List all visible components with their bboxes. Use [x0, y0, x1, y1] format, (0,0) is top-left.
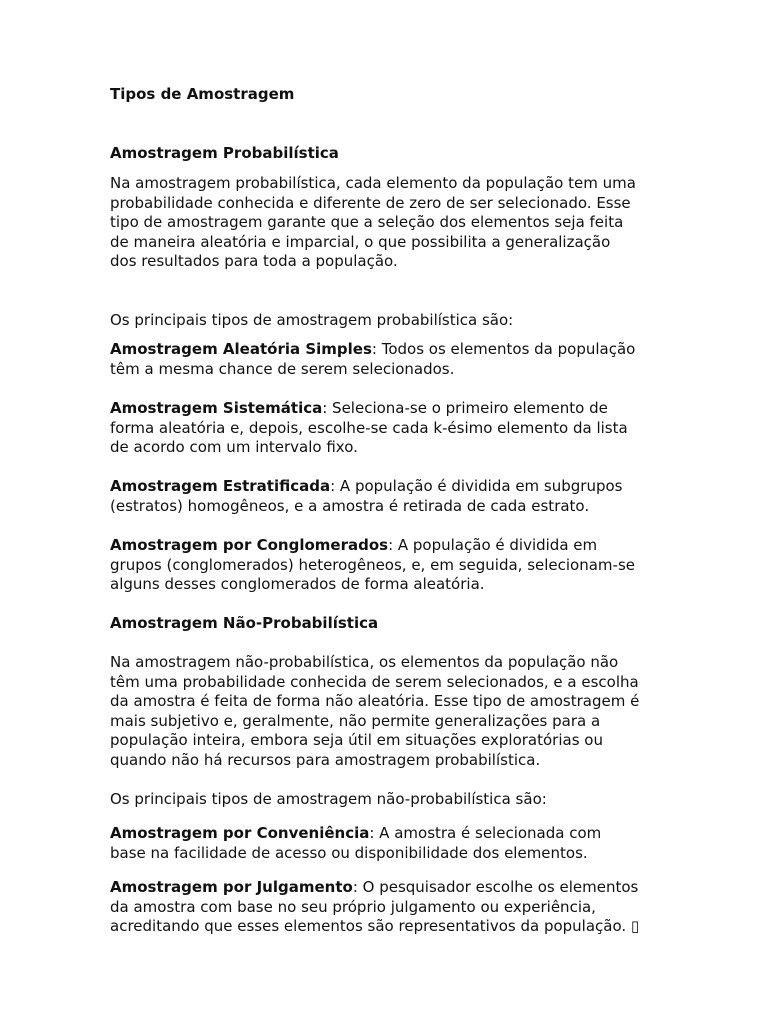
text-line: : A população é dividida em [388, 536, 598, 554]
text-line: têm a mesma chance de serem selecionados. [110, 359, 455, 378]
paragraph-probabilistic-list-intro: Os principais tipos de amostragem probabilística são: [110, 311, 514, 329]
item-systematic [110, 399, 658, 458]
text-line: têm uma probabilidade conhecida de serem selecionados, e a escolha [110, 672, 639, 691]
text-line: : O pesquisador escolhe os elementos [352, 878, 639, 896]
text-line: forma aleatória e, depois, escolhe-se cada k-ésimo elemento da lista [110, 418, 628, 437]
text-line: : Seleciona-se o primeiro elemento de [322, 399, 608, 417]
section-heading-probabilistic: Amostragem Probabilística [110, 144, 339, 162]
term-systematic: Amostragem Sistemática [110, 399, 323, 417]
term-cluster: Amostragem por Conglomerados [110, 536, 389, 554]
text-line: : Todos os elementos da população [371, 340, 636, 358]
item-convenience [110, 824, 658, 863]
paragraph-nonprobabilistic-intro [110, 653, 658, 771]
item-cluster [110, 536, 658, 595]
text-line: da amostra é feita de forma não aleatória. Esse tipo de amostragem é [110, 692, 640, 711]
text-line: de maneira aleatória e imparcial, o que possibilita a generalização [110, 232, 611, 251]
item-simple-random [110, 340, 658, 379]
document-title: Tipos de Amostragem [110, 85, 295, 103]
text-line: probabilidade conhecida e diferente de zero de ser selecionado. Esse [110, 193, 631, 212]
paragraph-nonprobabilistic-list-intro: Os principais tipos de amostragem não-probabilística são: [110, 790, 547, 808]
text-line: da amostra com base no seu próprio julgamento ou experiência, [110, 897, 596, 916]
text-line: Na amostragem não-probabilística, os elementos da população não [110, 653, 619, 671]
text-line: dos resultados para toda a população. [110, 252, 398, 271]
term-stratified: Amostragem Estratificada [110, 477, 331, 495]
text-line: tipo de amostragem garante que a seleção dos elementos seja feita [110, 213, 624, 232]
text-line: de acordo com um intervalo fixo. [110, 438, 358, 457]
text-line: quando não há recursos para amostragem probabilística. [110, 750, 541, 769]
section-heading-nonprobabilistic: Amostragem Não-Probabilística [110, 614, 379, 632]
paragraph-probabilistic-intro [110, 174, 658, 272]
text-line: acreditando que esses elementos são representativos da população. ▯ [110, 917, 640, 936]
text-line: grupos (conglomerados) heterogêneos, e, em seguida, selecionam-se [110, 555, 635, 574]
text-line: : A amostra é selecionada com [369, 824, 602, 842]
term-simple-random: Amostragem Aleatória Simples [110, 340, 372, 358]
item-stratified [110, 477, 658, 516]
term-convenience: Amostragem por Conveniência [110, 824, 370, 842]
text-line: alguns desses conglomerados de forma aleatória. [110, 575, 485, 594]
text-line: base na facilidade de acesso ou disponibilidade dos elementos. [110, 843, 588, 862]
text-line: Na amostragem probabilística, cada elemento da população tem uma [110, 174, 636, 192]
text-line: população inteira, embora seja útil em situações exploratórias ou [110, 731, 603, 750]
item-judgment [110, 878, 658, 937]
text-line: (estratos) homogêneos, e a amostra é retirada de cada estrato. [110, 496, 590, 515]
text-line: mais subjetivo e, geralmente, não permite generalizações para a [110, 711, 601, 730]
text-line: : A população é dividida em subgrupos [330, 477, 623, 495]
term-judgment: Amostragem por Julgamento [110, 878, 353, 896]
